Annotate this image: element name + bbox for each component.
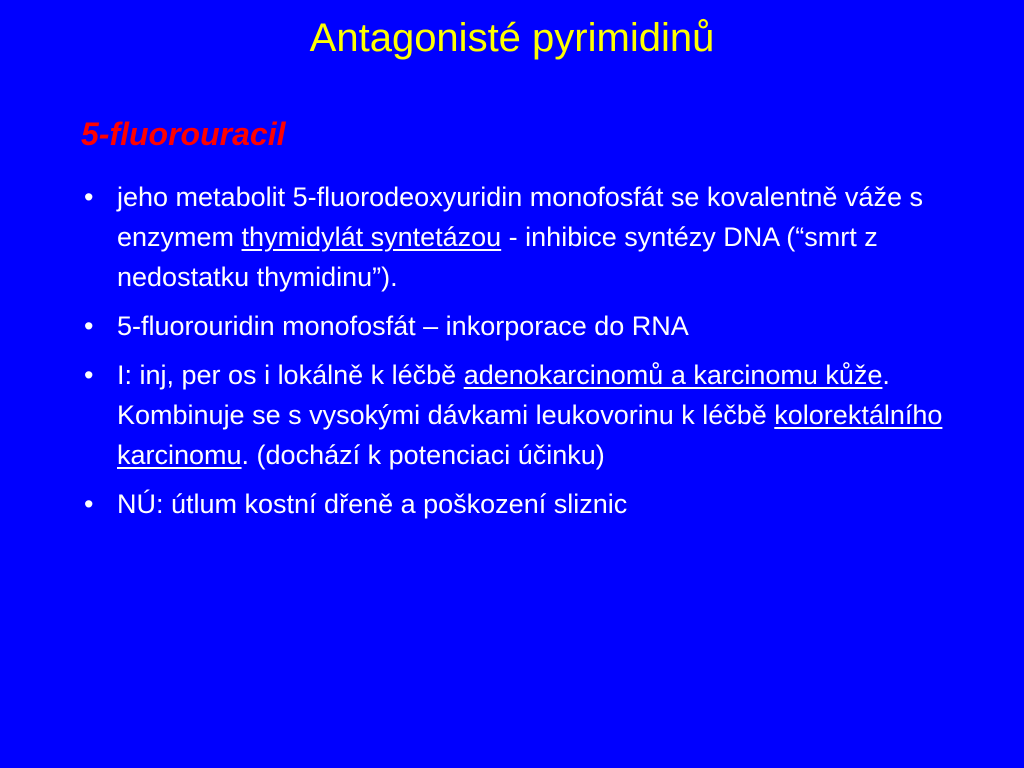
bullet-item: [84, 355, 954, 475]
bullet-text: . (dochází k potenciaci účinku): [241, 440, 605, 470]
bullet-list: [84, 177, 954, 533]
bullet-marker-icon: •: [84, 311, 94, 341]
bullet-text: I: inj, per os i lokálně k léčbě: [117, 360, 464, 390]
bullet-text: 5-fluorouridin monofosfát – inkorporace do RNA: [117, 311, 689, 341]
bullet-marker-icon: •: [84, 489, 94, 519]
slide-subtitle: 5-fluorouracil: [81, 116, 286, 152]
bullet-marker-icon: •: [84, 360, 94, 390]
bullet-text: - inhibice syntézy DNA (“smrt z nedostatku thymidinu”).: [117, 222, 878, 292]
slide-title: Antagonisté pyrimidinů: [309, 16, 715, 60]
bullet-item: [84, 484, 954, 524]
bullet-item: [84, 177, 954, 297]
bullet-link[interactable]: kolorektálního karcinomu: [117, 400, 943, 470]
bullet-text: jeho metabolit 5-fluorodeoxyuridin monofosfát se kovalentně váže s enzymem: [117, 182, 923, 252]
bullet-text: NÚ: útlum kostní dřeně a poškození sliznic: [117, 489, 628, 519]
bullet-marker-icon: •: [84, 182, 94, 212]
bullet-link[interactable]: adenokarcinomů a karcinomu kůže: [463, 360, 883, 390]
bullet-link[interactable]: thymidylát syntetázou: [241, 222, 502, 252]
bullet-item: [84, 306, 954, 346]
bullet-text: . Kombinuje se s vysokými dávkami leukovorinu k léčbě: [117, 360, 890, 430]
